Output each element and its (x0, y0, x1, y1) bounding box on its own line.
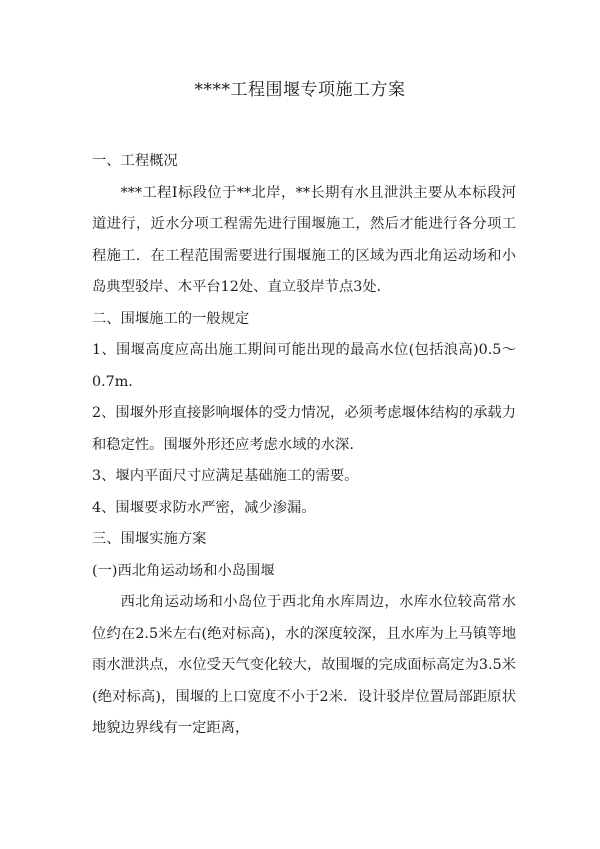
paragraph-item: 2、围堰外形直接影响堰体的受力情况，必须考虑堰体结构的承载力和稳定性。围堰外形还应考虑水域的水深. (92, 405, 516, 453)
paragraph-heading: 三、围堰实施方案 (92, 531, 207, 547)
document-body (92, 146, 516, 745)
paragraph-item: 4、围堰要求防水严密，减少渗漏。 (92, 499, 316, 516)
paragraph-item: 3、堰内平面尺寸应满足基础施工的需要。 (92, 468, 359, 484)
paragraph-body: ***工程Ⅰ标段位于**北岸，**长期有水且泄洪主要从本标段河道进行，近水分项工程需先进行围堰施工，然后才能进行各分项工程施工．在工程范围需要进行围堰施工的区域为西北角运动场和小岛典型驳岸、木平台12处、直立驳岸节点3处． (92, 184, 516, 295)
document-title: ****工程围堰专项施工方案 (194, 80, 406, 100)
paragraph-item: 1、围堰高度应高出施工期间可能出现的最高水位(包括浪高)0.5～0.7m. (92, 342, 516, 390)
paragraph-heading: 二、围堰施工的一般规定 (92, 310, 250, 327)
paragraph-body: 西北角运动场和小岛位于西北角水库周边，水库水位较高常水位约在2.5米左右(绝对标高)，水的深度较深，且水库为上马镇等地雨水泄洪点，水位受天气变化较大，故围堰的完成面标高定为3.5米(绝对标高)，围堰的上口宽度不小于2米．设计驳岸位置局部距原状地貌边界线有一定距离， (92, 594, 516, 736)
paragraph-heading: 一、工程概况 (92, 153, 178, 169)
paragraph-subheading: (一)西北角运动场和小岛围堰 (92, 562, 275, 579)
